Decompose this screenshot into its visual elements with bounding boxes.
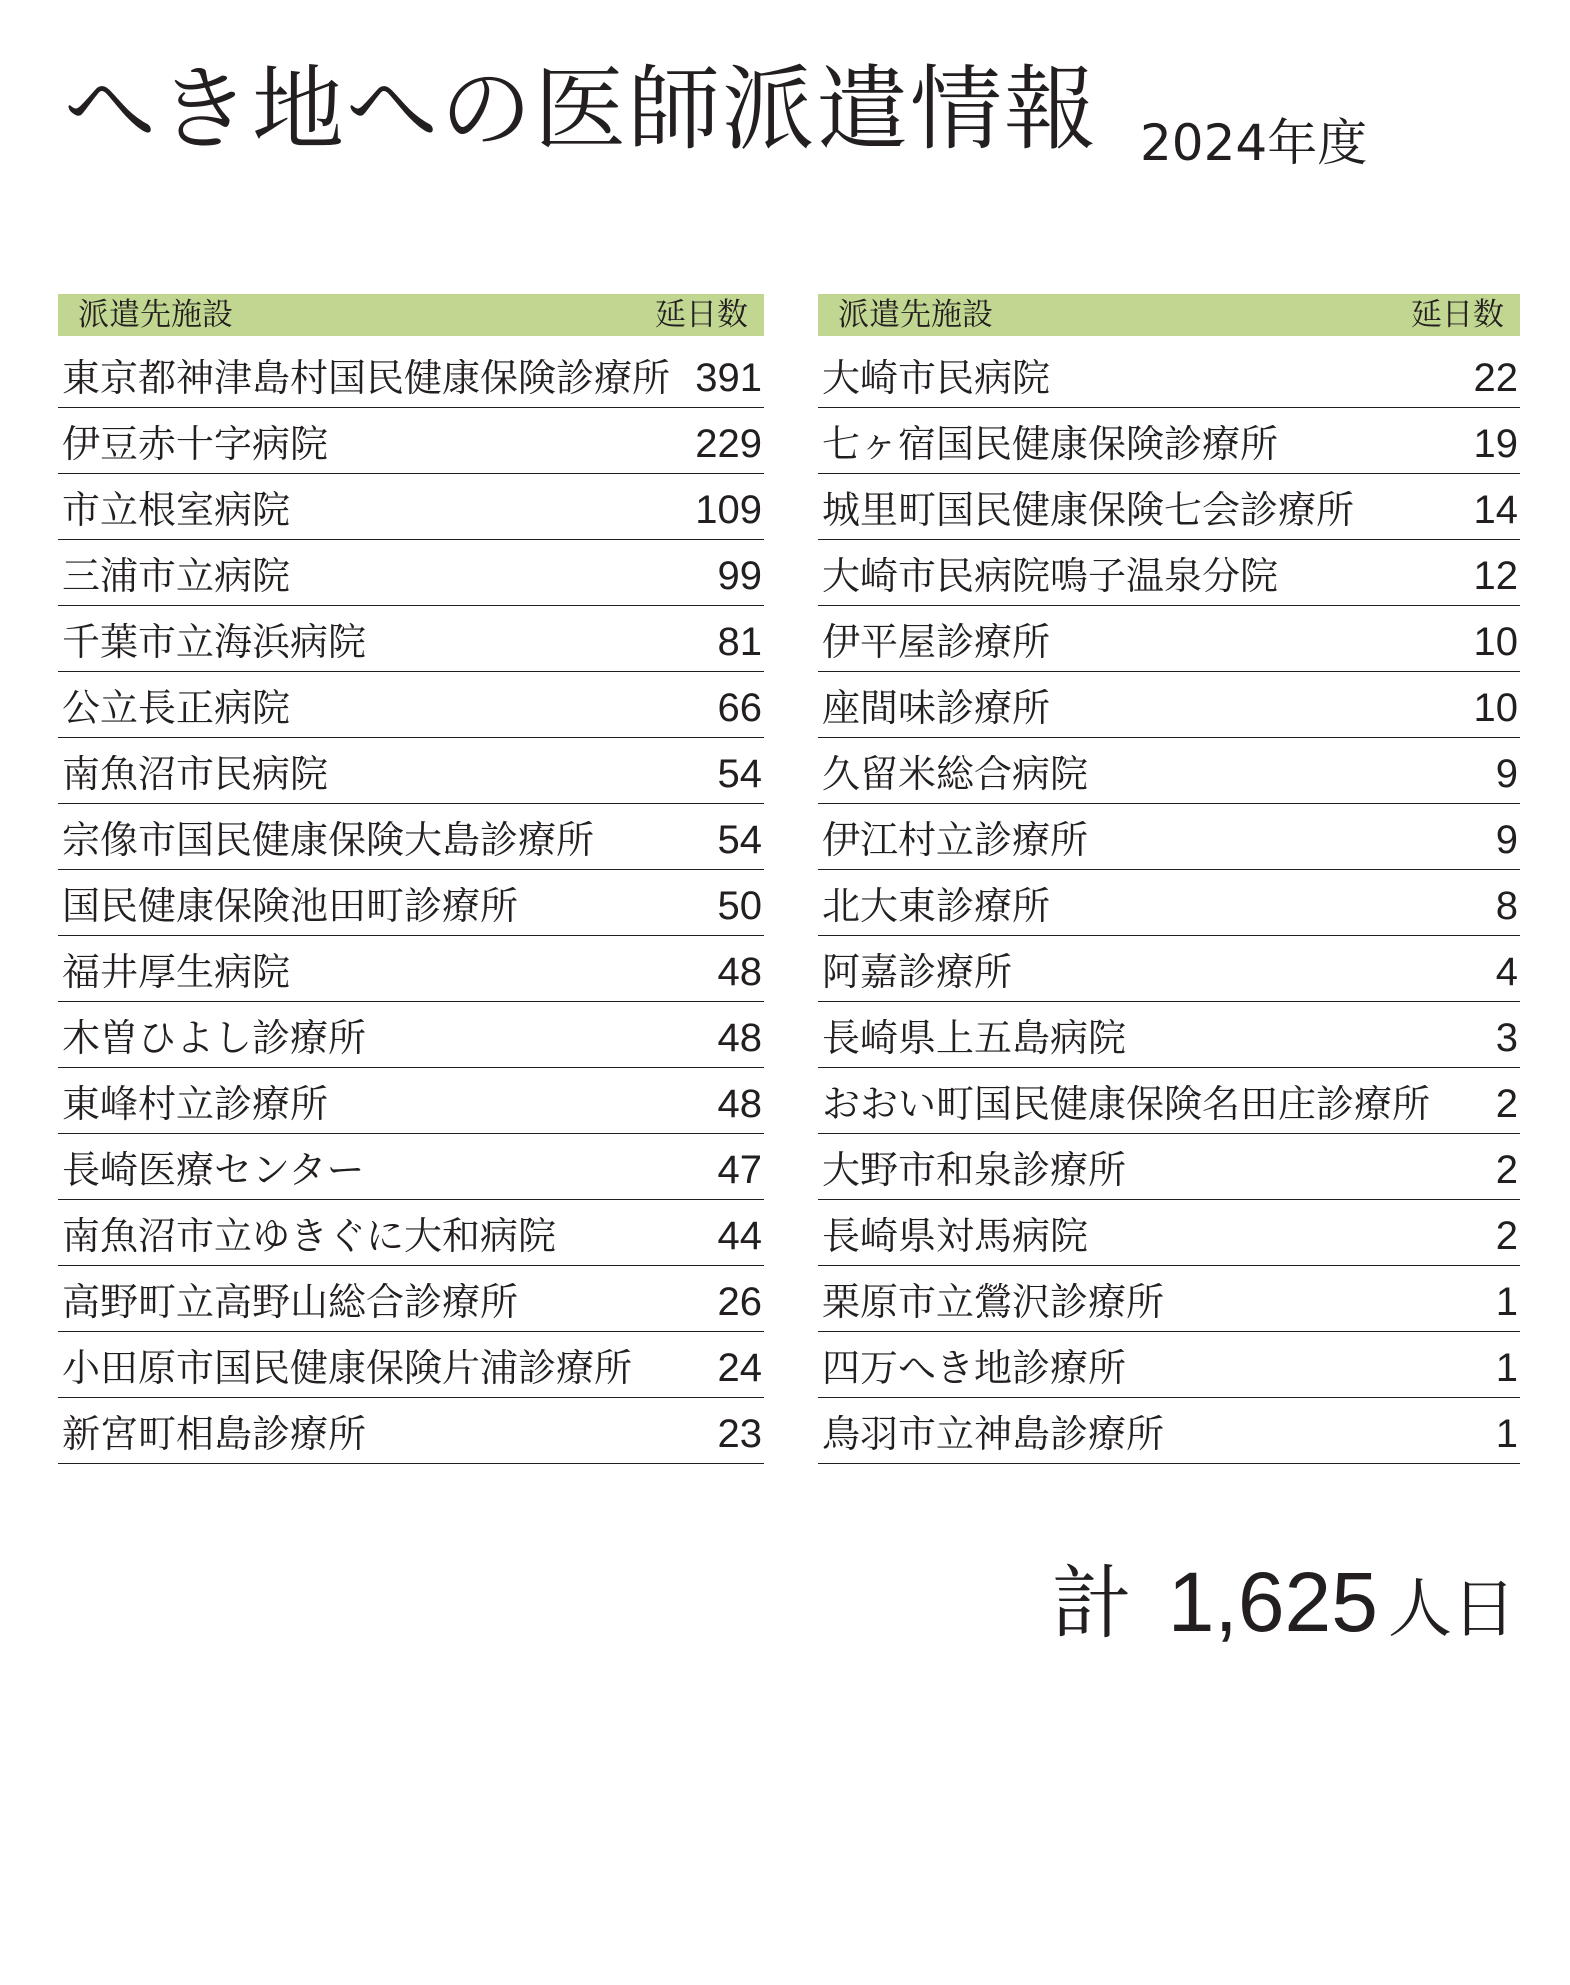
table-header (818, 294, 1520, 336)
dispatch-table-right (818, 294, 1520, 1464)
table-row (58, 1134, 764, 1200)
fiscal-year: 2024年度 (1140, 114, 1368, 172)
total-unit: 人日 (1388, 1573, 1516, 1647)
table-row (818, 1332, 1520, 1398)
facility-name: おおい町国民健康保険名田庄診療所 (822, 1084, 1431, 1123)
facility-name: 大野市和泉診療所 (822, 1150, 1127, 1189)
dispatch-days: 391 (695, 355, 762, 400)
facility-name: 長崎県上五島病院 (822, 1018, 1127, 1057)
table-row (58, 1398, 764, 1464)
facility-name: 高野町立高野山総合診療所 (62, 1282, 519, 1321)
header-facility: 派遣先施設 (838, 296, 993, 333)
total-value: 1,625 (1167, 1555, 1378, 1649)
dispatch-days: 8 (1495, 883, 1518, 928)
dispatch-days: 14 (1473, 487, 1518, 532)
table-row (818, 1068, 1520, 1134)
table-row (58, 342, 764, 408)
dispatch-days: 50 (717, 883, 762, 928)
facility-name: 伊豆赤十字病院 (62, 424, 329, 463)
table-row (58, 408, 764, 474)
total-label: 計 (1051, 1557, 1132, 1650)
dispatch-days: 44 (717, 1213, 762, 1258)
facility-name: 南魚沼市立ゆきぐに大和病院 (62, 1216, 557, 1255)
table-body (58, 342, 764, 1464)
table-row (818, 1002, 1520, 1068)
dispatch-days: 1 (1495, 1345, 1518, 1390)
table-row (818, 342, 1520, 408)
dispatch-days: 81 (717, 619, 762, 664)
facility-name: 座間味診療所 (822, 688, 1051, 727)
dispatch-days: 4 (1495, 949, 1518, 994)
facility-name: 北大東診療所 (822, 886, 1051, 925)
facility-name: 小田原市国民健康保険片浦診療所 (62, 1348, 633, 1387)
dispatch-days: 99 (717, 553, 762, 598)
dispatch-days: 47 (717, 1147, 762, 1192)
facility-name: 宗像市国民健康保険大島診療所 (62, 820, 595, 859)
dispatch-days: 24 (717, 1345, 762, 1390)
table-row (818, 1266, 1520, 1332)
facility-name: 城里町国民健康保険七会診療所 (822, 490, 1355, 529)
dispatch-days: 10 (1473, 619, 1518, 664)
table-row (818, 1398, 1520, 1464)
dispatch-days: 19 (1473, 421, 1518, 466)
table-row (58, 540, 764, 606)
dispatch-days: 66 (717, 685, 762, 730)
table-row (58, 1068, 764, 1134)
dispatch-days: 48 (717, 1081, 762, 1126)
dispatch-days: 109 (695, 487, 762, 532)
table-row (818, 1134, 1520, 1200)
table-row (818, 672, 1520, 738)
facility-name: 七ヶ宿国民健康保険診療所 (822, 424, 1279, 463)
dispatch-days: 54 (717, 817, 762, 862)
facility-name: 伊江村立診療所 (822, 820, 1089, 859)
facility-name: 大崎市民病院鳴子温泉分院 (822, 556, 1279, 595)
facility-name: 東峰村立診療所 (62, 1084, 329, 1123)
total-summary (1051, 1555, 1516, 1650)
facility-name: 久留米総合病院 (822, 754, 1089, 793)
dispatch-table-left (58, 294, 764, 1464)
facility-name: 四万へき地診療所 (822, 1348, 1127, 1387)
dispatch-days: 12 (1473, 553, 1518, 598)
header-days: 延日数 (655, 296, 748, 333)
table-row (58, 1266, 764, 1332)
table-row (818, 738, 1520, 804)
table-row (58, 474, 764, 540)
facility-name: 大崎市民病院 (822, 358, 1051, 397)
table-row (58, 606, 764, 672)
facility-name: 市立根室病院 (62, 490, 291, 529)
table-row (58, 870, 764, 936)
table-header (58, 294, 764, 336)
table-row (58, 672, 764, 738)
dispatch-days: 229 (695, 421, 762, 466)
header-days: 延日数 (1411, 296, 1504, 333)
dispatch-days: 54 (717, 751, 762, 796)
facility-name: 長崎県対馬病院 (822, 1216, 1089, 1255)
table-row (818, 606, 1520, 672)
facility-name: 南魚沼市民病院 (62, 754, 329, 793)
table-row (58, 804, 764, 870)
facility-name: 木曽ひよし診療所 (62, 1018, 367, 1057)
facility-name: 栗原市立鶯沢診療所 (822, 1282, 1165, 1321)
facility-name: 鳥羽市立神島診療所 (822, 1414, 1165, 1453)
dispatch-days: 22 (1473, 355, 1518, 400)
facility-name: 三浦市立病院 (62, 556, 291, 595)
table-row (58, 738, 764, 804)
table-row (818, 1200, 1520, 1266)
dispatch-days: 3 (1495, 1015, 1518, 1060)
facility-name: 公立長正病院 (62, 688, 291, 727)
facility-name: 新宮町相島診療所 (62, 1414, 367, 1453)
table-row (58, 1200, 764, 1266)
facility-name: 長崎医療センター (62, 1150, 365, 1189)
dispatch-days: 2 (1495, 1213, 1518, 1258)
dispatch-days: 26 (717, 1279, 762, 1324)
table-row (818, 870, 1520, 936)
dispatch-days: 48 (717, 949, 762, 994)
table-row (818, 540, 1520, 606)
dispatch-days: 10 (1473, 685, 1518, 730)
dispatch-days: 2 (1495, 1081, 1518, 1126)
facility-name: 阿嘉診療所 (822, 952, 1013, 991)
table-row (818, 474, 1520, 540)
facility-name: 福井厚生病院 (62, 952, 291, 991)
dispatch-days: 9 (1495, 751, 1518, 796)
dispatch-days: 1 (1495, 1279, 1518, 1324)
table-row (58, 936, 764, 1002)
dispatch-days: 23 (717, 1411, 762, 1456)
facility-name: 伊平屋診療所 (822, 622, 1051, 661)
table-row (818, 804, 1520, 870)
dispatch-days: 2 (1495, 1147, 1518, 1192)
facility-name: 千葉市立海浜病院 (62, 622, 367, 661)
table-row (818, 936, 1520, 1002)
header-facility: 派遣先施設 (78, 296, 233, 333)
table-row (58, 1332, 764, 1398)
dispatch-days: 48 (717, 1015, 762, 1060)
page-title: へき地への医師派遣情報 (64, 56, 1099, 163)
dispatch-days: 9 (1495, 817, 1518, 862)
table-row (58, 1002, 764, 1068)
dispatch-days: 1 (1495, 1411, 1518, 1456)
facility-name: 国民健康保険池田町診療所 (62, 886, 519, 925)
facility-name: 東京都神津島村国民健康保険診療所 (62, 358, 671, 397)
table-row (818, 408, 1520, 474)
table-body (818, 342, 1520, 1464)
